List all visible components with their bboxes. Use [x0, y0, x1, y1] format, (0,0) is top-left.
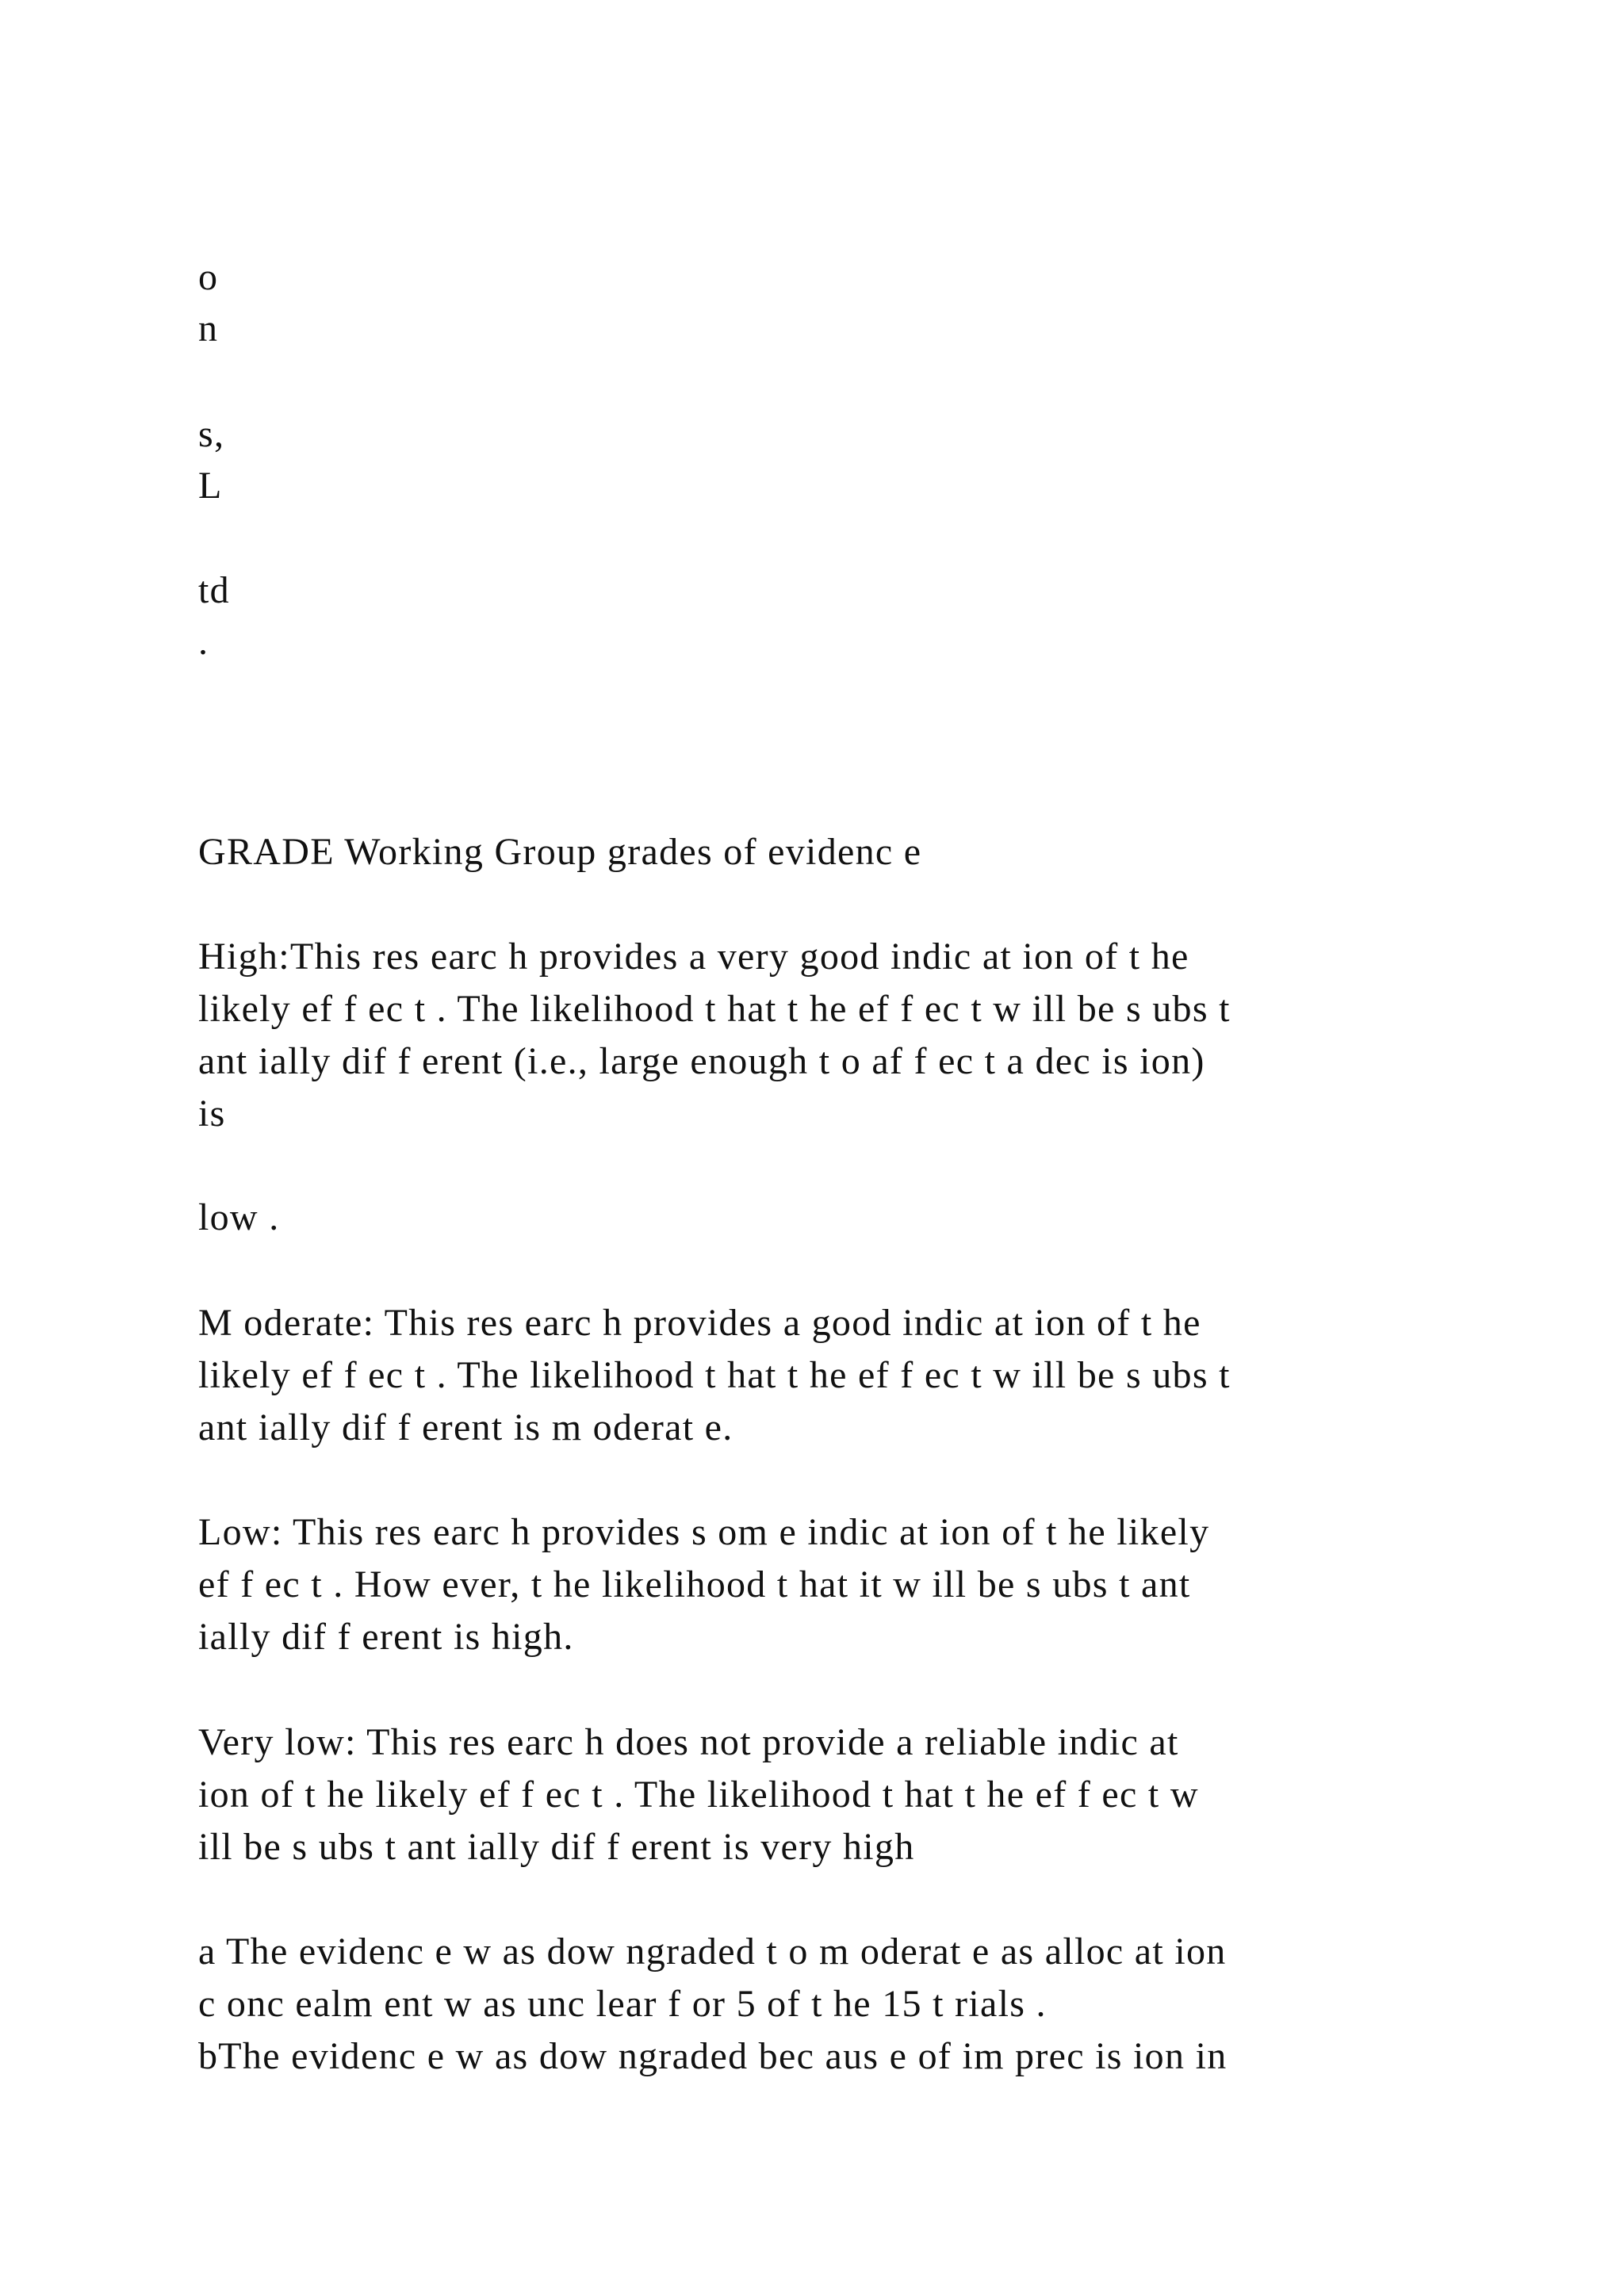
fragment-line: L: [198, 465, 223, 507]
footnote-line: bThe evidenc e w as dow ngraded bec aus e of im prec is ion in: [198, 2035, 1228, 2077]
grade-moderate-line: M oderate: This res earc h provides a good indic at ion of t he: [198, 1302, 1201, 1344]
section-heading: GRADE Working Group grades of evidenc e: [198, 831, 922, 873]
footnote-line: c onc ealm ent w as unc lear f or 5 of t he 15 t rials .: [198, 1983, 1047, 2025]
grade-high-line: is: [198, 1093, 226, 1135]
grade-low-line: Low: This res earc h provides s om e indic at ion of t he likely: [198, 1511, 1210, 1553]
grade-very-low-line: ion of t he likely ef f ec t . The likelihood t hat t he ef f ec t w: [198, 1774, 1199, 1816]
grade-moderate-line: ant ially dif f erent is m oderat e.: [198, 1406, 733, 1448]
grade-high-line: ant ially dif f erent (i.e., large enough t o af f ec t a dec is ion): [198, 1040, 1205, 1082]
grade-high-line: low .: [198, 1196, 280, 1238]
grade-moderate-line: likely ef f ec t . The likelihood t hat t he ef f ec t w ill be s ubs t: [198, 1354, 1231, 1396]
grade-high-line: High:This res earc h provides a very good indic at ion of t he: [198, 936, 1189, 978]
fragment-line: .: [198, 621, 209, 663]
fragment-line: n: [198, 308, 219, 350]
fragment-line: td: [198, 569, 230, 611]
grade-very-low-line: ill be s ubs t ant ially dif f erent is very high: [198, 1826, 915, 1868]
fragment-line: s,: [198, 413, 225, 455]
fragment-line: o: [198, 256, 219, 298]
grade-very-low-line: Very low: This res earc h does not provide a reliable indic at: [198, 1721, 1179, 1763]
footnote-line: a The evidenc e w as dow ngraded t o m oderat e as alloc at ion: [198, 1931, 1227, 1973]
grade-high-line: likely ef f ec t . The likelihood t hat t he ef f ec t w ill be s ubs t: [198, 988, 1231, 1030]
grade-low-line: ially dif f erent is high.: [198, 1616, 574, 1658]
grade-low-line: ef f ec t . How ever, t he likelihood t hat it w ill be s ubs t ant: [198, 1563, 1191, 1605]
